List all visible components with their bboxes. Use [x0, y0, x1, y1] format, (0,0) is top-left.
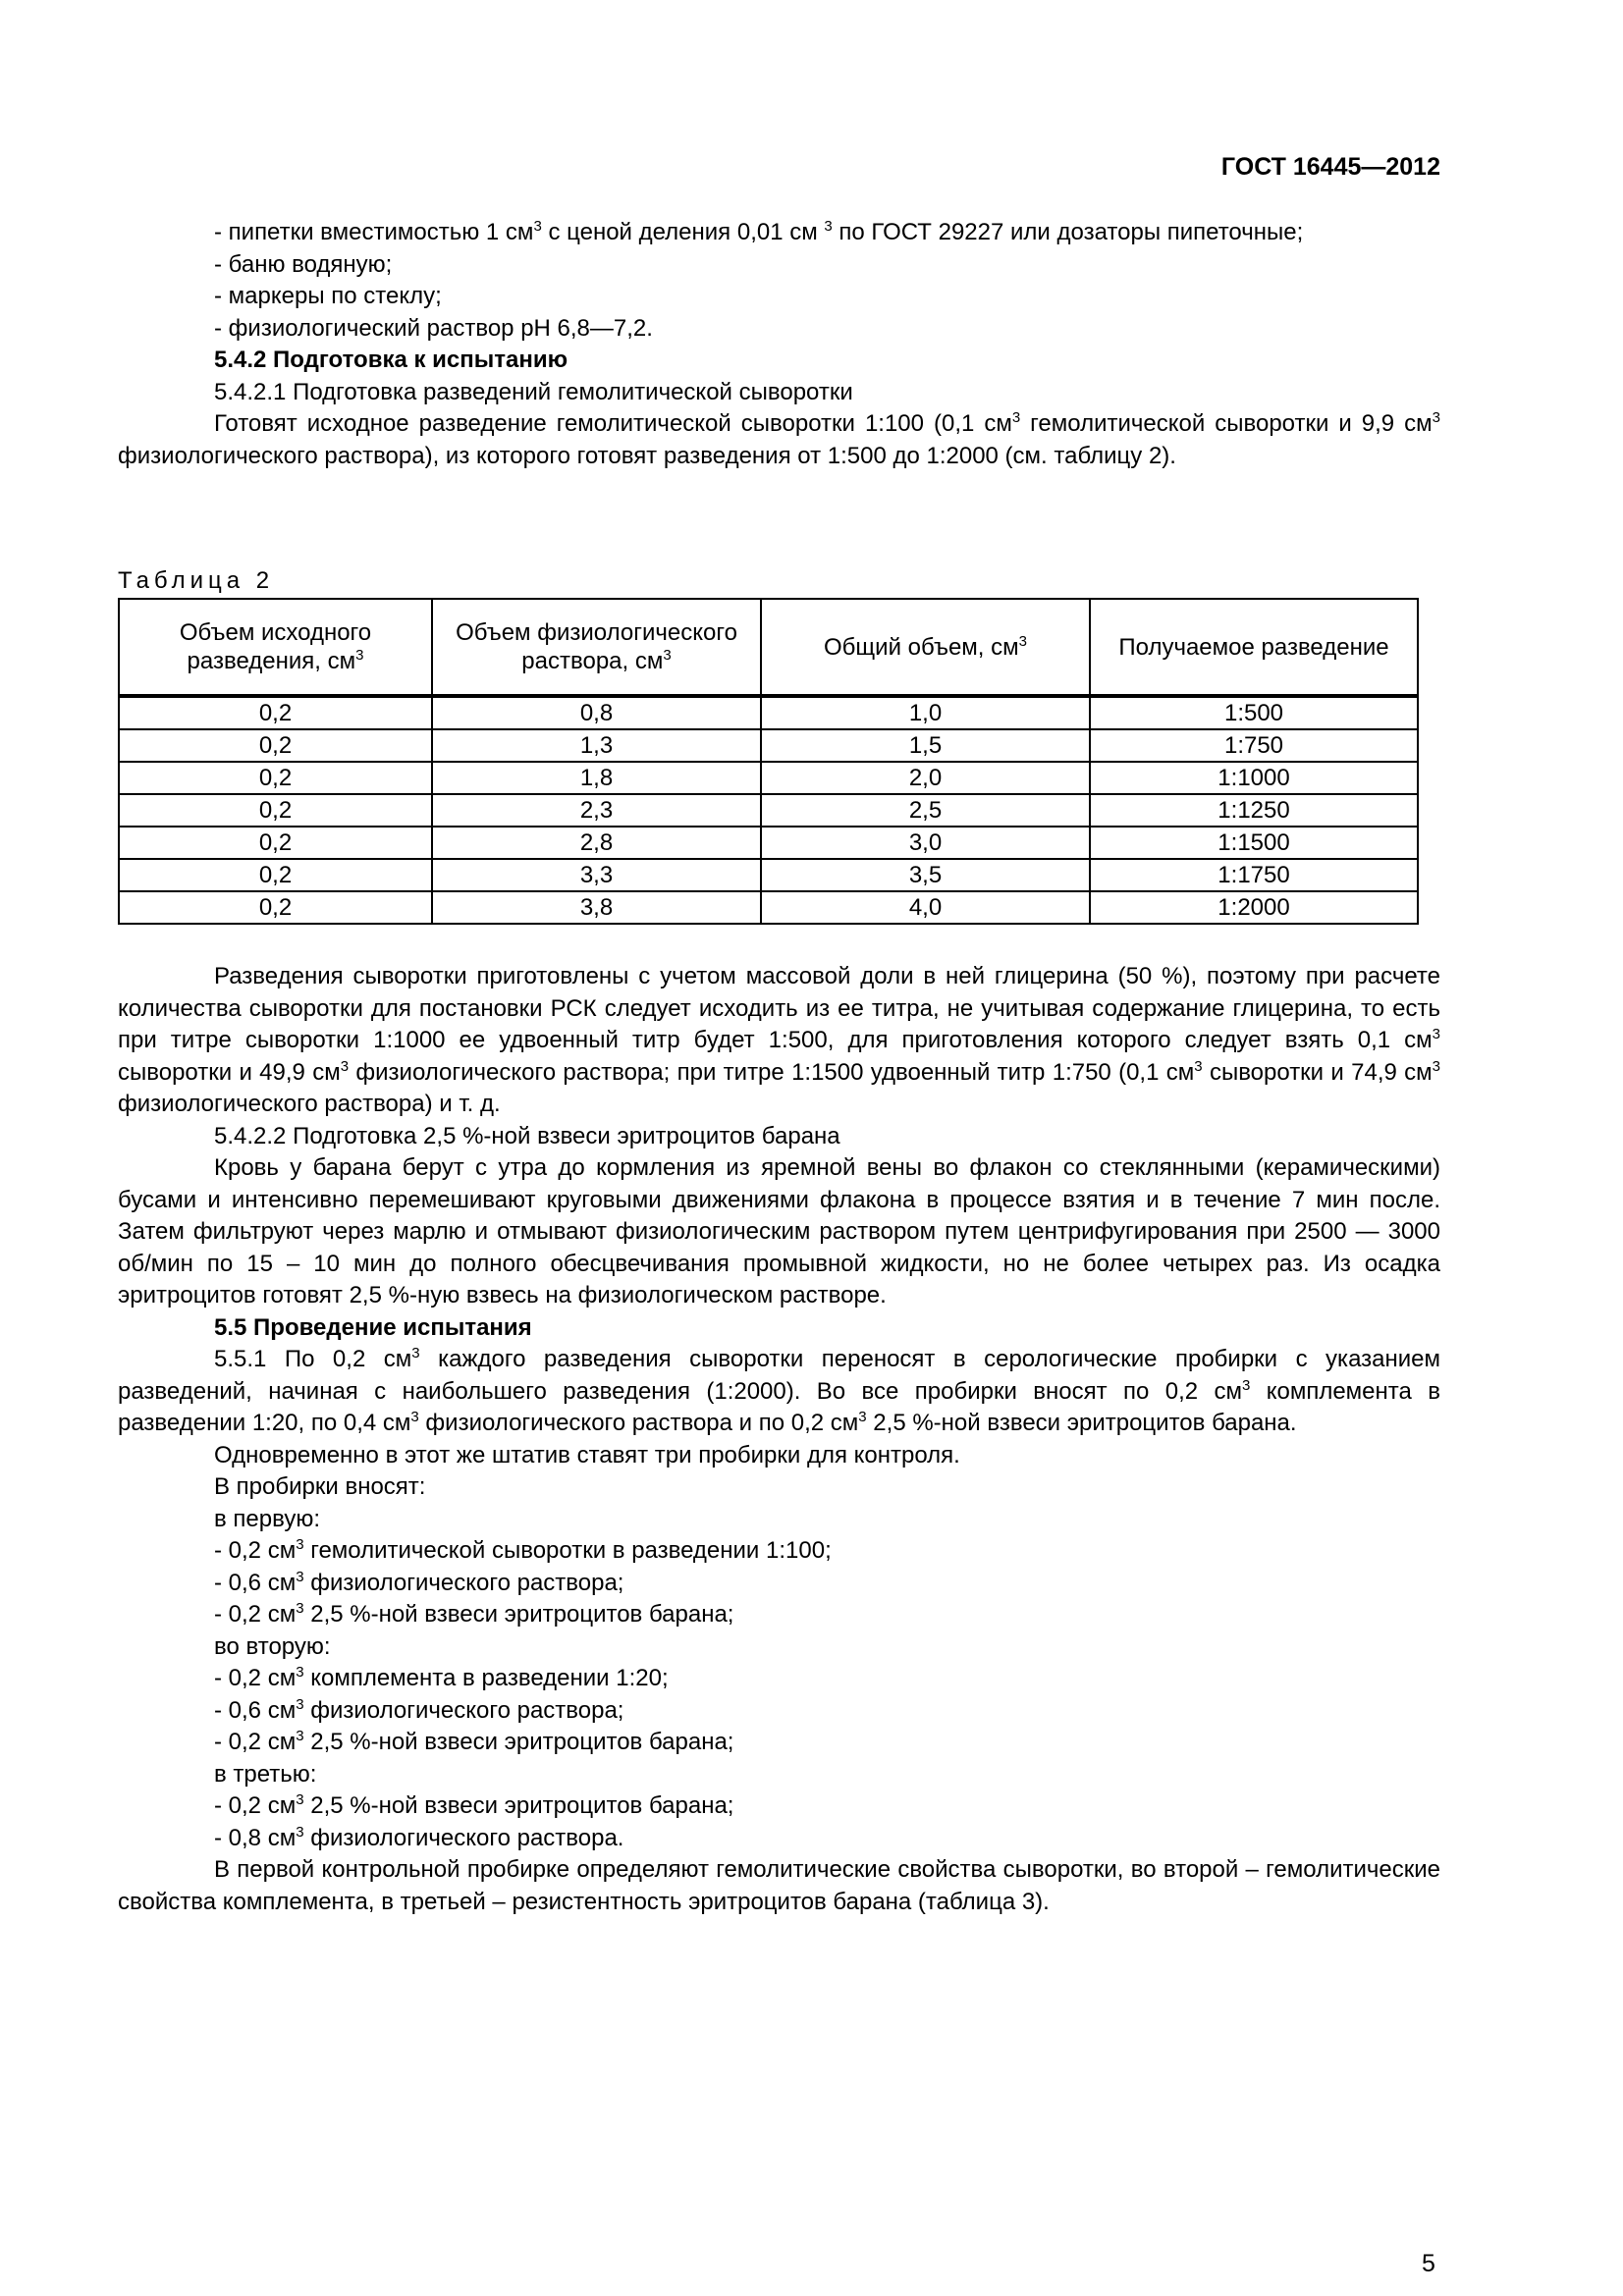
paragraph: Одновременно в этот же штатив ставят три пробирки для контроля.: [214, 1441, 960, 1468]
column-header: [761, 599, 1090, 696]
table-cell: 1:750: [1090, 729, 1418, 762]
table-cell: 3,0: [761, 827, 1090, 859]
paragraph: Разведения сыворотки приготовлены с учетом массовой доли в ней глицерина (50 %), поэтому при расчете количества сыворотки для постановки РСК следует исходить из ее титра, не учитывая содержание глицерина, то есть при титре сыворотки 1:1000 ее удвоенный титр будет 1:500, для приготовления которого следует взять 0,1 $см^3$ сыворотки и 49,9 $см^3$ физиологического раствора; при титре 1:1500 удвоенный титр 1:750 (0,1 $см^3$ сыворотки и 74,9 $см^3$ физиологического раствора) и т. д.: [118, 963, 1441, 1117]
table-row: [119, 762, 1418, 794]
table-caption: Таблица 2: [118, 567, 275, 594]
table-cell: 0,2: [119, 827, 432, 859]
table-cell: 1:500: [1090, 696, 1418, 729]
paragraph: - 0,2 $см^3$ комплемента в разведении 1:20;: [214, 1664, 669, 1691]
column-header-label: Получаемое разведение: [1118, 633, 1389, 661]
table-row: [119, 794, 1418, 827]
table-cell: 2,0: [761, 762, 1090, 794]
column-header: [1090, 599, 1418, 696]
superscript: 3: [296, 1600, 304, 1617]
superscript: 3: [663, 647, 672, 664]
superscript: 3: [411, 1345, 420, 1362]
paragraph: - 0,2 $см^3$ 2,5 %-ной взвеси эритроцитов барана;: [214, 1600, 734, 1628]
superscript: 3: [1432, 1026, 1440, 1042]
table-cell: 1:1750: [1090, 859, 1418, 891]
paragraph: 5.4.2.2 Подготовка 2,5 %-ной взвеси эритроцитов барана: [214, 1122, 840, 1149]
superscript: 3: [296, 1568, 304, 1585]
superscript: 3: [1432, 409, 1440, 426]
table-cell: 2,3: [432, 794, 761, 827]
column-header-label: Общий объем, см: [824, 633, 1019, 661]
paragraph: В пробирки вносят:: [214, 1473, 426, 1500]
table-cell: 1,3: [432, 729, 761, 762]
paragraph: - 0,2 $см^3$ 2,5 %-ной взвеси эритроцитов барана;: [214, 1791, 734, 1819]
superscript: 3: [296, 1823, 304, 1841]
paragraph: - 0,8 $см^3$ физиологического раствора.: [214, 1823, 624, 1851]
section-heading: 5.5 Проведение испытания: [214, 1313, 532, 1341]
superscript: 3: [1432, 1057, 1441, 1075]
superscript: 3: [858, 1409, 867, 1425]
paragraph: В первой контрольной пробирке определяют гемолитические свойства сыворотки, во второй – гемолитические свойства комплемента, в третьей – резистентность эритроцитов барана (таблица 3).: [118, 1856, 1440, 1915]
document-id: ГОСТ 16445—2012: [1220, 153, 1440, 181]
table-cell: 0,2: [119, 859, 432, 891]
table-row: [119, 891, 1418, 924]
superscript: 3: [296, 1695, 304, 1713]
table-cell: 3,5: [761, 859, 1090, 891]
superscript: 3: [1011, 409, 1021, 426]
table-cell: 1,8: [432, 762, 761, 794]
table-cell: 0,2: [119, 794, 432, 827]
column-header-label: Объем исходного разведения, см: [179, 619, 372, 674]
paragraph: 5.5.1 По 0,2 $см^3$ каждого разведения сыворотки переносят в серологические пробирки с указанием разведений, начиная с наибольшего разведения (1:2000). Во все пробирки вносят по 0,2 $см^3$ комплемента в разведении 1:20, по 0,4 $см^3$ физиологического раствора и по 0,2 $см^3$ 2,5 %-ной взвеси эритроцитов барана.: [118, 1345, 1441, 1436]
paragraph: - 0,2 $см^3$ гемолитической сыворотки в разведении 1:100;: [214, 1536, 832, 1564]
table-cell: 0,8: [432, 696, 761, 729]
intro-section: [118, 217, 1440, 472]
table-row: [119, 729, 1418, 762]
superscript: 3: [296, 1791, 304, 1808]
section-heading: 5.4.2 Подготовка к испытанию: [214, 347, 568, 373]
paragraph: в третью:: [214, 1760, 317, 1788]
superscript: 3: [1194, 1057, 1203, 1075]
table-cell: 1,0: [761, 696, 1090, 729]
paragraph: 5.4.2.1 Подготовка разведений гемолитической сыворотки: [214, 378, 853, 405]
table-row: [119, 859, 1418, 891]
superscript: 3: [355, 647, 364, 664]
page-number: 5: [1422, 2250, 1435, 2277]
superscript: 3: [1018, 632, 1027, 650]
table-cell: 1:1250: [1090, 794, 1418, 827]
table-cell: 0,2: [119, 729, 432, 762]
table-cell: 3,3: [432, 859, 761, 891]
paragraph: Готовят исходное разведение гемолитической сыворотки 1:100 (0,1 $см^3$ гемолитической сыворотки и 9,9 $см^3$ физиологического раствора), из которого готовят разведения от 1:500 до 1:2000 (см. таблицу 2).: [118, 409, 1440, 469]
paragraph: - 0,6 $см^3$ физиологического раствора;: [214, 1695, 624, 1724]
paragraph: - маркеры по стеклу;: [214, 283, 442, 309]
paragraph: - физиологический раствор pH 6,8—7,2.: [214, 314, 653, 342]
table-cell: 0,2: [119, 762, 432, 794]
table-cell: 1,5: [761, 729, 1090, 762]
superscript: 3: [296, 1728, 304, 1744]
paragraph: - 0,6 $см^3$ физиологического раствора;: [214, 1568, 624, 1596]
superscript: 3: [296, 1664, 304, 1681]
table-cell: 0,2: [119, 891, 432, 924]
column-header: [119, 599, 432, 696]
table-row: [119, 827, 1418, 859]
superscript: 3: [410, 1409, 419, 1425]
procedure-section: [118, 961, 1440, 1918]
superscript: 3: [824, 218, 833, 235]
table-cell: 0,2: [119, 696, 432, 729]
paragraph: в первую:: [214, 1505, 320, 1532]
table-cell: 1:1000: [1090, 762, 1418, 794]
superscript: 3: [1241, 1376, 1251, 1394]
paragraph: - баню водяную;: [214, 250, 393, 278]
table-cell: 1:1500: [1090, 827, 1418, 859]
superscript: 3: [296, 1536, 304, 1553]
superscript: 3: [533, 218, 542, 235]
table-header-row: [119, 599, 1418, 696]
table-cell: 4,0: [761, 891, 1090, 924]
paragraph: - 0,2 $см^3$ 2,5 %-ной взвеси эритроцитов барана;: [214, 1728, 734, 1755]
table-cell: 3,8: [432, 891, 761, 924]
paragraph: во вторую:: [214, 1632, 331, 1660]
table-cell: 1:2000: [1090, 891, 1418, 924]
table-cell: 2,5: [761, 794, 1090, 827]
table-cell: 2,8: [432, 827, 761, 859]
column-header: [432, 599, 761, 696]
paragraph: Кровь у барана берут с утра до кормления из яремной вены во флакон со стеклянными (керамическими) бусами и интенсивно перемешивают круговыми движениями флакона в процессе взятия и в течение 7 мин после. Затем фильтруют через марлю и отмывают физиологическим раствором путем центрифугирования при 2500 — 3000 об/мин по 15 – 10 мин до полного обесцвечивания промывной жидкости, но не более четырех раз. Из осадка эритроцитов готовят 2,5 %-ную взвесь на физиологическом растворе.: [118, 1154, 1440, 1308]
superscript: 3: [340, 1057, 350, 1075]
paragraph: - пипетки вместимостью 1 $см^3$ с ценой деления 0,01 см $^3$ по ГОСТ 29227 или дозаторы пипеточные;: [214, 218, 1304, 245]
column-header-label: Объем физиологического раствора, см: [456, 619, 737, 674]
dilution-table: [118, 598, 1419, 925]
table-row: [119, 696, 1418, 729]
